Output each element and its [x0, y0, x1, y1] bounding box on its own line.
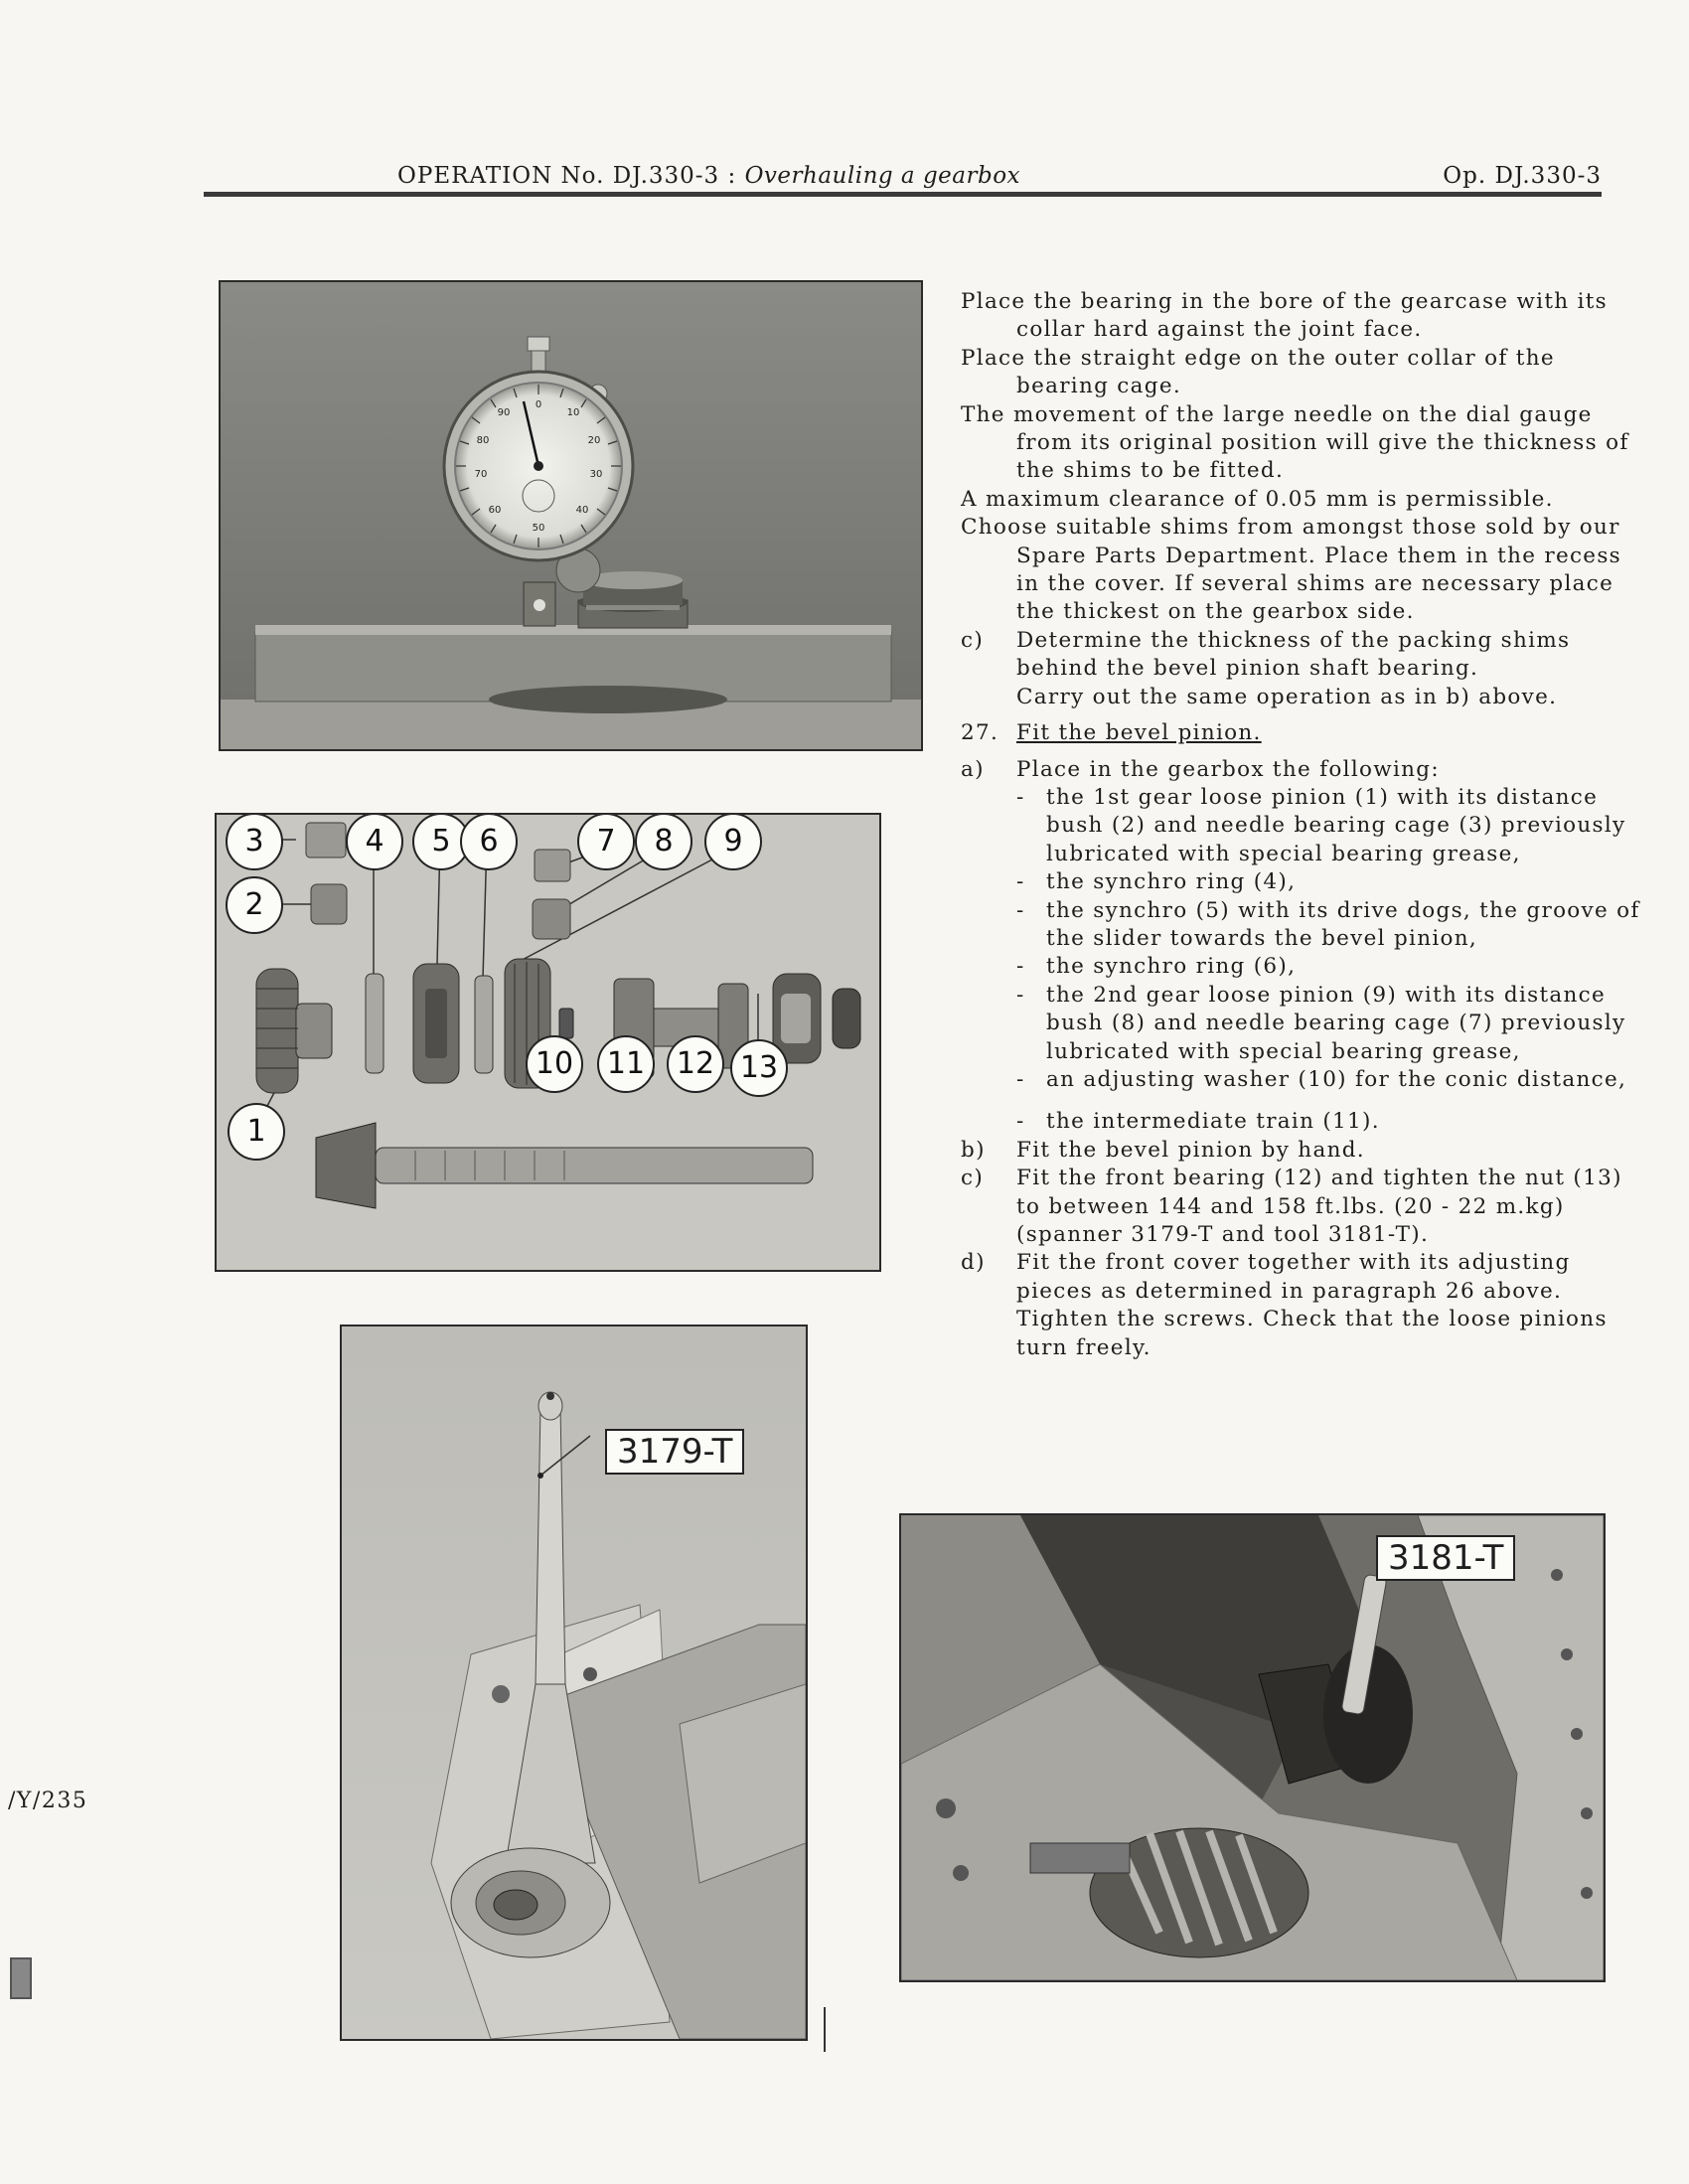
dial-number: 50: [532, 523, 545, 534]
section-27-heading: [961, 719, 1646, 747]
dial-number: 0: [535, 399, 542, 410]
dash-marker: -: [1016, 869, 1025, 895]
step-marker: c): [961, 1166, 985, 1191]
dial-number: 20: [587, 435, 601, 446]
dial-number: 90: [497, 407, 511, 418]
part-label-12: 12: [667, 1035, 724, 1093]
step-marker: a): [961, 756, 985, 782]
list-item-text: the synchro (5) with its drive dogs, the groove of the slider towards the bevel pinion,: [1046, 897, 1640, 951]
list-item-text: the intermediate train (11).: [1046, 1109, 1380, 1135]
dial-number: 70: [474, 469, 488, 480]
dial-number: 60: [488, 505, 502, 516]
step-d: [961, 1249, 1646, 1362]
dash-marker: -: [1016, 1066, 1025, 1092]
dial-number: 80: [476, 435, 490, 446]
step-text: Fit the front bearing (12) and tighten the nut (13) to between 144 and 158 ft.lbs. (20 - 22 m.kg) (spanner 3179-T and tool 3181-T).: [1016, 1166, 1622, 1247]
list-item-text: the synchro ring (6),: [1046, 954, 1297, 980]
operation-ref: Op. DJ.330-3: [1443, 163, 1602, 189]
step-text: Place in the gearbox the following:: [1016, 756, 1440, 782]
section-number: 27.: [961, 720, 999, 746]
dash-marker: -: [1016, 897, 1025, 923]
part-label-1: 1: [228, 1103, 285, 1161]
step-a: [961, 756, 1646, 784]
paragraph: A maximum clearance of 0.05 mm is permissible.: [961, 486, 1554, 512]
dial-number: 30: [589, 469, 603, 480]
part-label-7: 7: [577, 813, 635, 870]
operation-title: [397, 163, 1020, 189]
part-label-13: 13: [730, 1039, 788, 1097]
header-rule: [204, 192, 1602, 197]
dash-marker: -: [1016, 1109, 1025, 1135]
list-item-text: an adjusting washer (10) for the conic distance,: [1046, 1066, 1627, 1092]
crop-tick: [824, 2007, 826, 2052]
step-text: Fit the bevel pinion by hand.: [1016, 1137, 1365, 1163]
step-text: Fit the front cover together with its adjusting pieces as determined in paragraph 26 above. Tighten the screws. Check that the loose pinions turn freely.: [1016, 1250, 1608, 1360]
photo-spanner-3179t: [340, 1325, 808, 2041]
paragraph: Place the straight edge on the outer collar of the bearing cage.: [961, 345, 1555, 399]
instruction-text: [961, 288, 1646, 1362]
paragraph: Choose suitable shims from amongst those sold by our Spare Parts Department. Place them in the recess in the cover. If several shims are necessary place the thickest on the gearbox side.: [961, 515, 1622, 625]
part-label-5: 5: [412, 813, 470, 870]
operation-name: Overhauling a gearbox: [744, 163, 1021, 189]
paragraph: Place the bearing in the bore of the gearcase with its collar hard against the joint face.: [961, 289, 1609, 343]
step-text: Determine the thickness of the packing shims behind the bevel pinion shaft bearing.: [1016, 627, 1571, 682]
step-b: [961, 1137, 1646, 1165]
step-marker: c): [961, 627, 985, 653]
dash-marker: -: [1016, 784, 1025, 810]
part-label-3: 3: [226, 813, 283, 870]
tool-label-3179t: 3179-T: [605, 1429, 744, 1475]
dash-marker: -: [1016, 982, 1025, 1008]
photo-gear-components: [215, 813, 881, 1272]
list-item-text: the synchro ring (4),: [1046, 869, 1297, 895]
part-label-8: 8: [635, 813, 692, 870]
part-label-6: 6: [460, 813, 518, 870]
list-item: [961, 1108, 1646, 1136]
binding-mark: [10, 1957, 32, 1999]
tool-label-3181t: 3181-T: [1376, 1535, 1515, 1581]
list-item: [961, 784, 1646, 868]
list-item-text: the 1st gear loose pinion (1) with its distance bush (2) and needle bearing cage (3) previously lubricated with special bearing grease,: [1046, 784, 1626, 866]
operation-number: OPERATION No. DJ.330-3 :: [397, 163, 737, 189]
part-label-11: 11: [597, 1035, 655, 1093]
dial-number: 10: [566, 407, 580, 418]
tool-3181t-illustration: [901, 1515, 1604, 1980]
photo-tool-3181t: [899, 1513, 1606, 1982]
part-label-9: 9: [704, 813, 762, 870]
step-c: [961, 627, 1646, 711]
step-marker: d): [961, 1250, 986, 1276]
section-title: Fit the bevel pinion.: [1016, 720, 1262, 746]
part-label-10: 10: [526, 1035, 583, 1093]
step-marker: b): [961, 1137, 986, 1163]
step-c2: [961, 1165, 1646, 1249]
list-item: [961, 897, 1646, 954]
list-item: [961, 982, 1646, 1066]
part-label-4: 4: [346, 813, 403, 870]
step-text: Carry out the same operation as in b) above.: [1016, 684, 1558, 709]
list-item: [961, 868, 1646, 896]
part-label-2: 2: [226, 876, 283, 934]
list-item: [961, 1066, 1646, 1094]
dial-gauge-illustration: [221, 282, 921, 749]
margin-reference: /Y/235: [8, 1789, 88, 1813]
dash-marker: -: [1016, 954, 1025, 980]
paragraph: The movement of the large needle on the dial gauge from its original position will give the thickness of the shims to be fitted.: [961, 401, 1629, 484]
list-item: [961, 953, 1646, 981]
list-item-text: the 2nd gear loose pinion (9) with its distance bush (8) and needle bearing cage (7) previously lubricated with special bearing grease,: [1046, 982, 1626, 1064]
photo-dial-gauge: [219, 280, 923, 751]
dial-number: 40: [575, 505, 589, 516]
